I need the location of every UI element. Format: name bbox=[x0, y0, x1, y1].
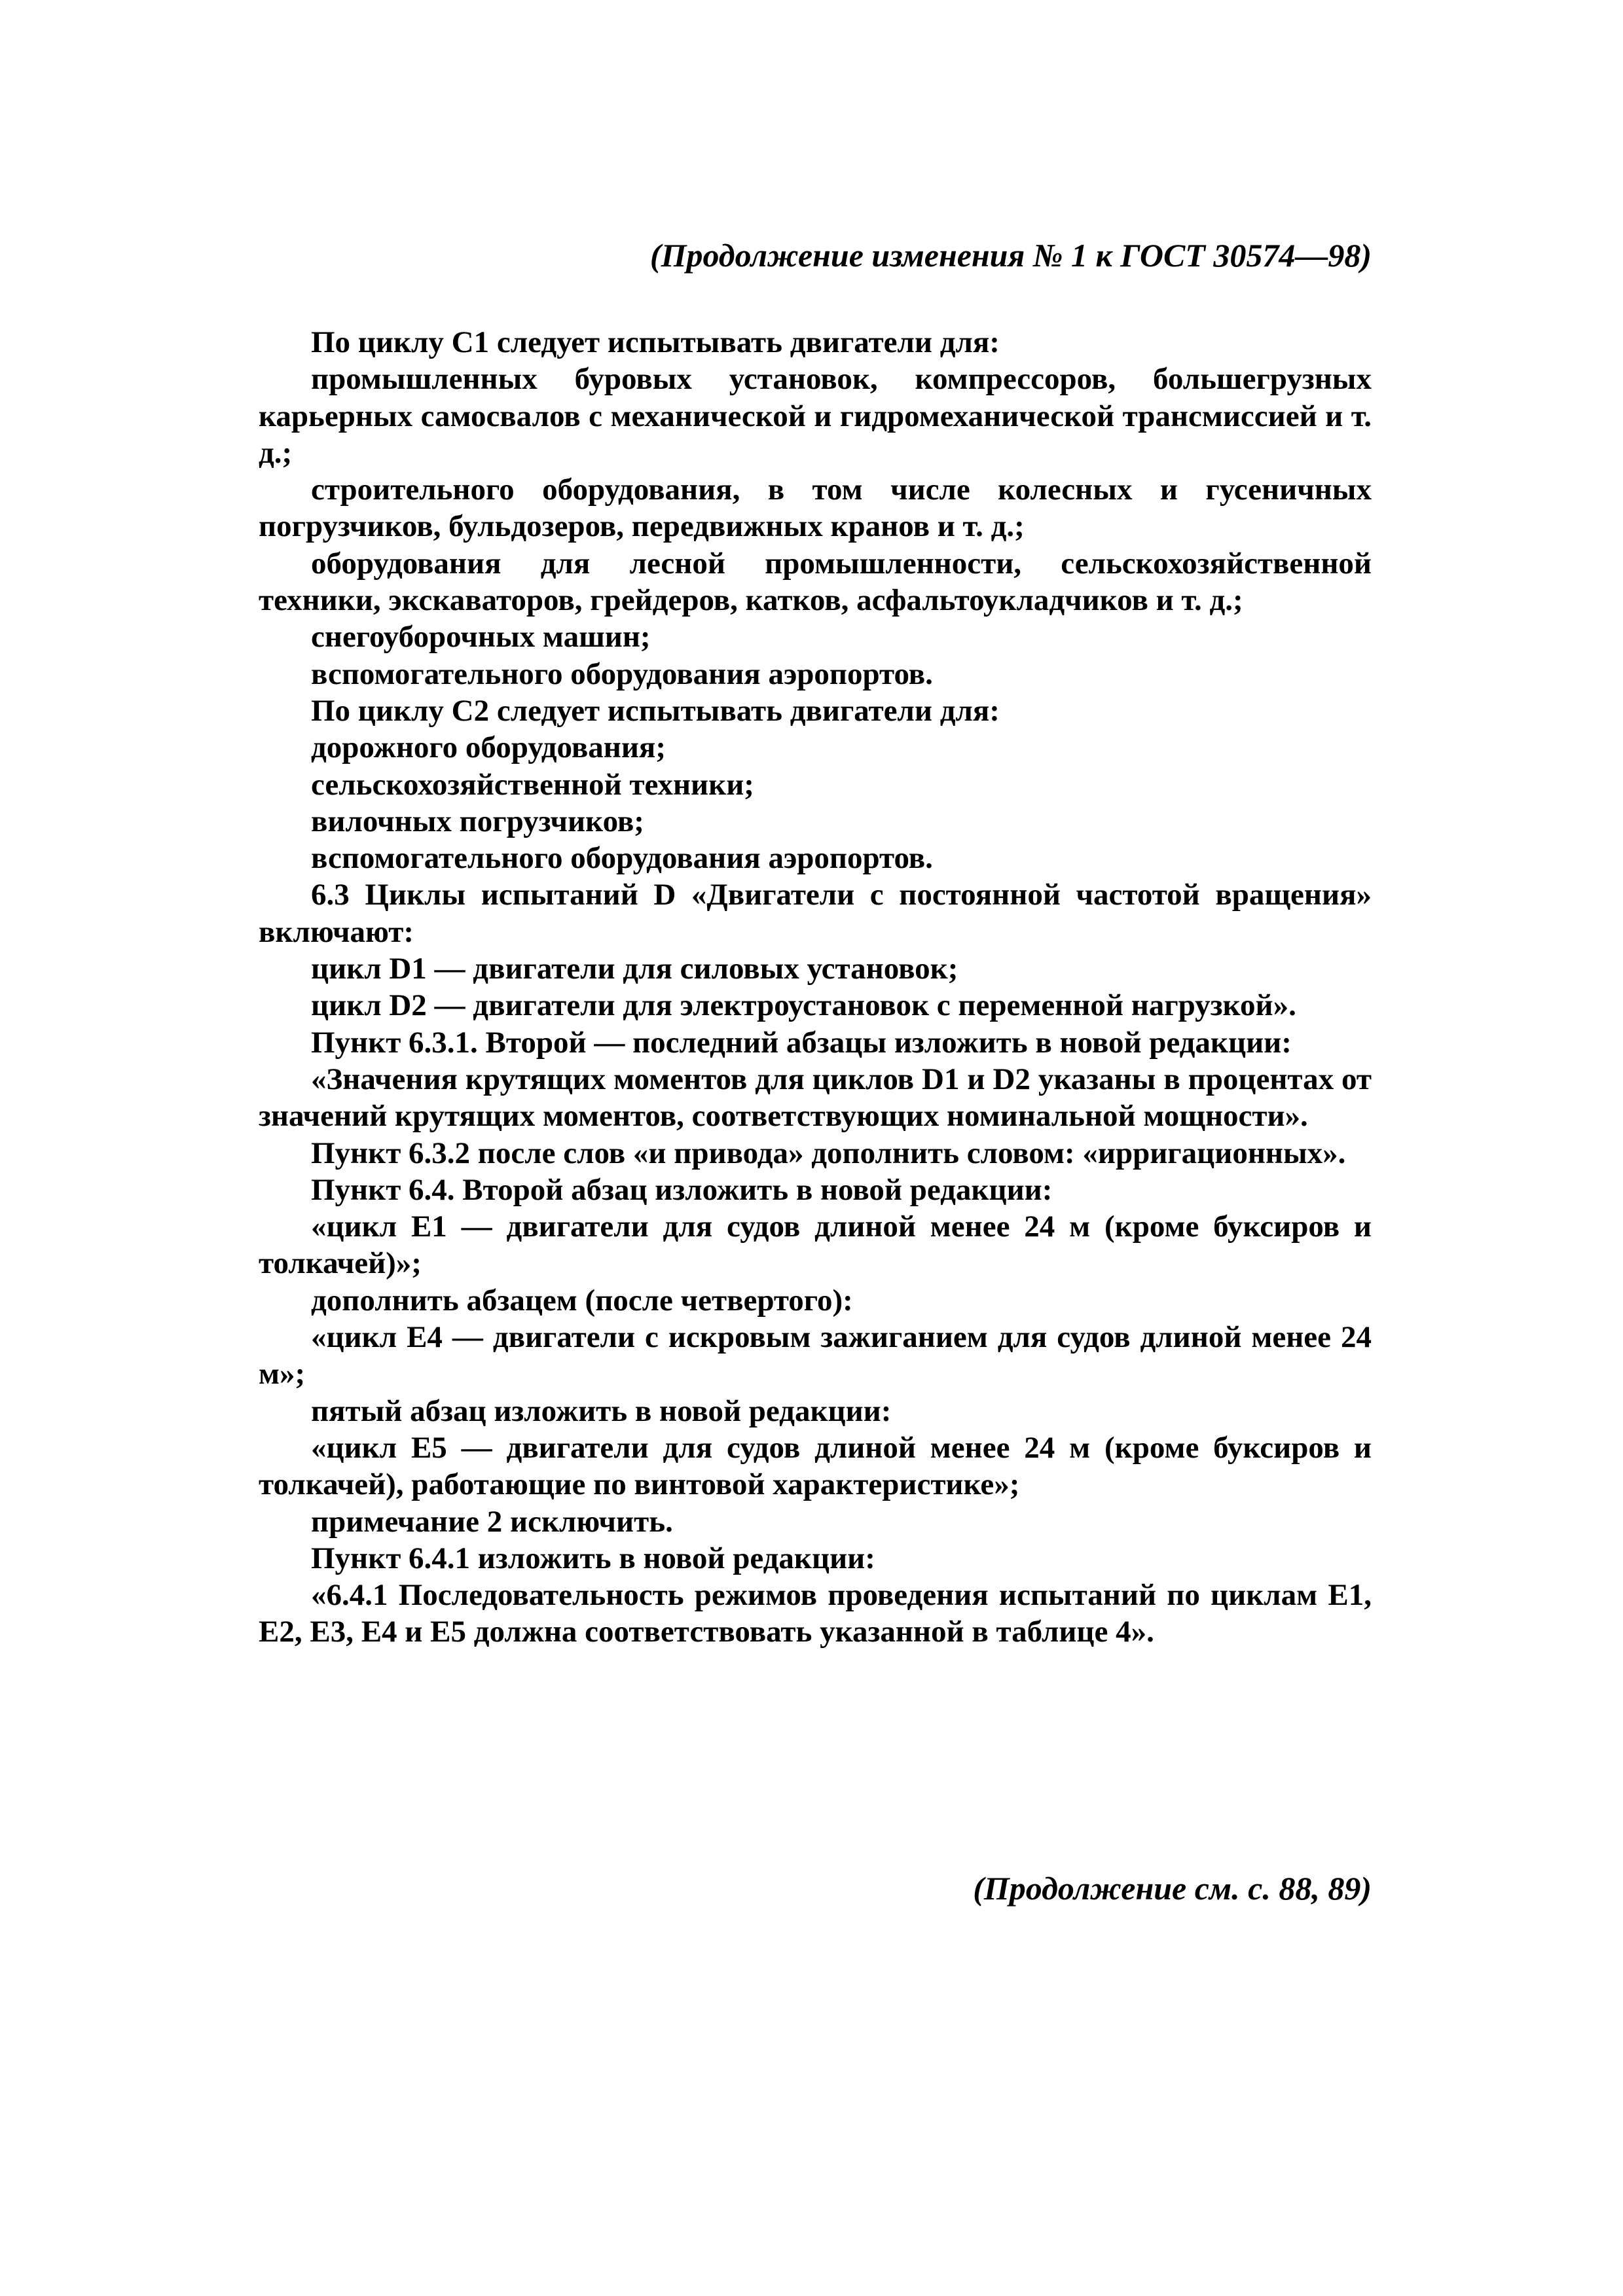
paragraph: «6.4.1 Последовательность режимов проведения испытаний по циклам Е1, Е2, Е3, Е4 и Е5 должна соответствовать указанной в таблице 4». bbox=[259, 1578, 1372, 1649]
paragraph: Пункт 6.4. Второй абзац изложить в новой редакции: bbox=[311, 1172, 1053, 1207]
paragraph: цикл D2 — двигатели для электроустановок с переменной нагрузкой». bbox=[311, 988, 1296, 1023]
running-header: (Продолжение изменения № 1 к ГОСТ 30574—98) bbox=[649, 237, 1372, 274]
paragraph: цикл D1 — двигатели для силовых установок; bbox=[311, 952, 958, 986]
paragraph: По циклу С2 следует испытывать двигатели для: bbox=[311, 693, 1000, 728]
paragraph: Пункт 6.3.1. Второй — последний абзацы изложить в новой редакции: bbox=[311, 1025, 1292, 1060]
paragraph: Пункт 6.4.1 изложить в новой редакции: bbox=[311, 1541, 875, 1575]
paragraph: строительного оборудования, в том числе колесных и гусеничных погрузчиков, бульдозеров, передвижных кранов и т. д.; bbox=[259, 473, 1372, 544]
paragraph: дорожного оборудования; bbox=[311, 730, 666, 765]
paragraph: промышленных буровых установок, компрессоров, большегрузных карьерных самосвалов с механической и гидромеханической трансмиссией и т. д.; bbox=[259, 362, 1372, 470]
paragraph: вилочных погрузчиков; bbox=[311, 804, 644, 838]
body-text bbox=[259, 324, 1372, 1651]
paragraph: По циклу С1 следует испытывать двигатели для: bbox=[311, 325, 1000, 359]
paragraph: «цикл Е4 — двигатели с искровым зажиганием для судов длиной менее 24 м»; bbox=[259, 1320, 1372, 1391]
paragraph: «цикл Е1 — двигатели для судов длиной менее 24 м (кроме буксиров и толкачей)»; bbox=[259, 1210, 1372, 1281]
paragraph: сельскохозяйственной техники; bbox=[311, 767, 754, 802]
paragraph: оборудования для лесной промышленности, сельскохозяйственной техники, экскаваторов, грейдеров, катков, асфальтоукладчиков и т. д.; bbox=[259, 546, 1372, 618]
paragraph: примечание 2 исключить. bbox=[311, 1504, 673, 1539]
paragraph: Пункт 6.3.2 после слов «и привода» дополнить словом: «ирригационных». bbox=[311, 1136, 1346, 1170]
paragraph: дополнить абзацем (после четвертого): bbox=[311, 1283, 853, 1318]
paragraph: снегоуборочных машин; bbox=[311, 620, 651, 655]
paragraph: пятый абзац изложить в новой редакции: bbox=[311, 1393, 892, 1428]
paragraph: 6.3 Циклы испытаний D «Двигатели с постоянной частотой вращения» включают: bbox=[259, 878, 1372, 949]
paragraph: вспомогательного оборудования аэропортов. bbox=[311, 841, 933, 876]
paragraph: вспомогательного оборудования аэропортов. bbox=[311, 656, 933, 691]
paragraph: «цикл Е5 — двигатели для судов длиной менее 24 м (кроме буксиров и толкачей), работающие по винтовой характеристике»; bbox=[259, 1430, 1372, 1502]
continuation-footer: (Продолжение см. с. 88, 89) bbox=[973, 1870, 1372, 1907]
paragraph: «Значения крутящих моментов для циклов D1 и D2 указаны в процентах от значений крутящих моментов, соответствующих номинальной мощности». bbox=[259, 1062, 1372, 1134]
